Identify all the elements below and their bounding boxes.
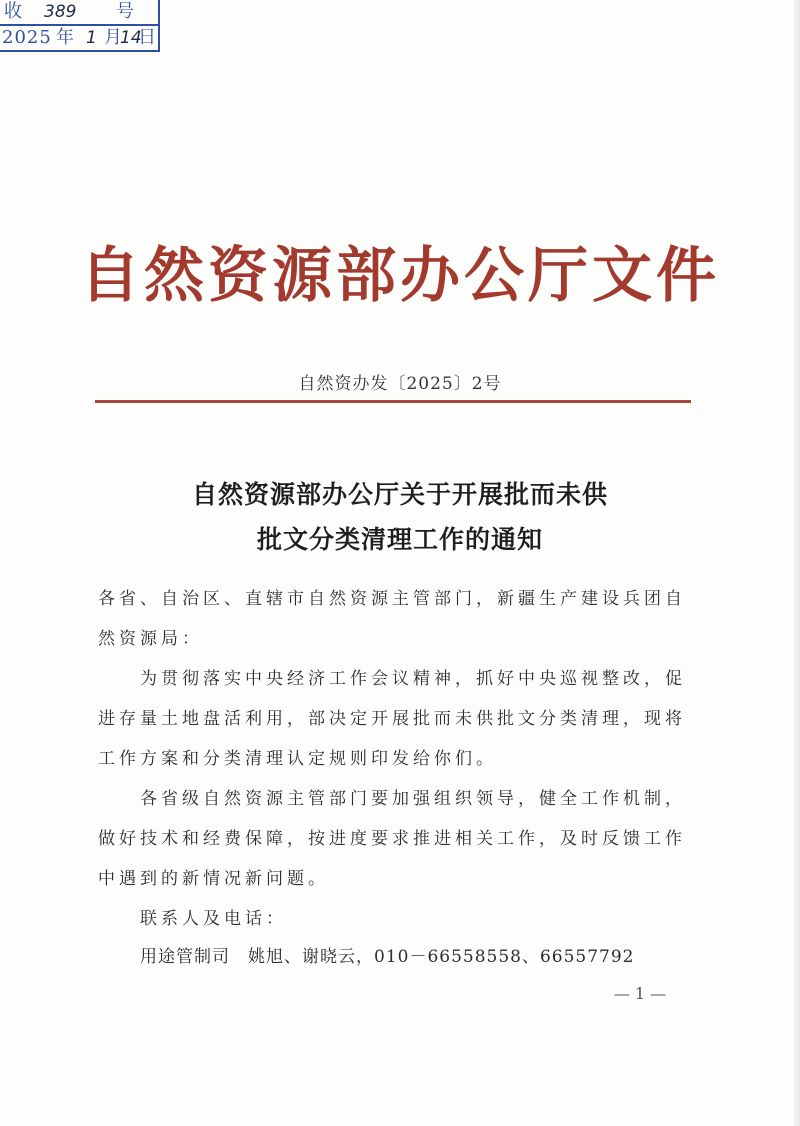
document-title-line-1: 自然资源部办公厅关于开展批而未供 xyxy=(191,480,608,509)
stamp-label-yue: 月 xyxy=(104,27,122,48)
stamp-year: 2025 xyxy=(2,27,52,48)
page-number: — 1 — xyxy=(613,984,667,1003)
stamp-row-date xyxy=(0,24,158,50)
document-number: 自然资办发〔2025〕2号 xyxy=(298,374,502,394)
stamp-label-nian: 年 xyxy=(56,27,74,48)
paragraph-2-line-3: 中遇到的新情况新问题。 xyxy=(98,869,329,889)
stamp-row-number xyxy=(0,0,158,24)
paragraph-1-line-2: 进存量土地盘活利用，部决定开展批而未供批文分类清理，现将 xyxy=(98,709,686,729)
addressee-line-2: 然资源局： xyxy=(98,629,203,649)
stamp-number: 389 xyxy=(44,2,77,22)
addressee-line-1: 各省、自治区、直辖市自然资源主管部门，新疆生产建设兵团自 xyxy=(98,589,686,609)
paragraph-1-line-1: 为贯彻落实中央经济工作会议精神，抓好中央巡视整改，促 xyxy=(140,669,686,689)
document-masthead: 自然资源部办公厅文件 xyxy=(80,241,720,311)
stamp-month: 1 xyxy=(86,28,97,48)
paragraph-1-line-3: 工作方案和分类清理认定规则印发给你们。 xyxy=(98,749,497,769)
stamp-day: 14 xyxy=(120,28,142,48)
document-title-line-2: 批文分类清理工作的通知 xyxy=(256,525,543,554)
red-divider-line xyxy=(95,400,691,403)
page-edge xyxy=(794,0,800,1126)
paragraph-2-line-1: 各省级自然资源主管部门要加强组织领导，健全工作机制， xyxy=(140,789,686,809)
stamp-label-ri: 日 xyxy=(138,27,156,48)
contact-label: 联系人及电话： xyxy=(140,909,287,929)
receipt-stamp xyxy=(0,0,160,52)
paragraph-2-line-2: 做好技术和经费保障，按进度要求推进相关工作，及时反馈工作 xyxy=(98,829,686,849)
contact-line: 用途管制司 姚旭、谢晓云，010－66558558、66557792 xyxy=(140,947,635,967)
stamp-label-hao: 号 xyxy=(116,1,134,22)
stamp-label-shou: 收 xyxy=(4,1,22,22)
